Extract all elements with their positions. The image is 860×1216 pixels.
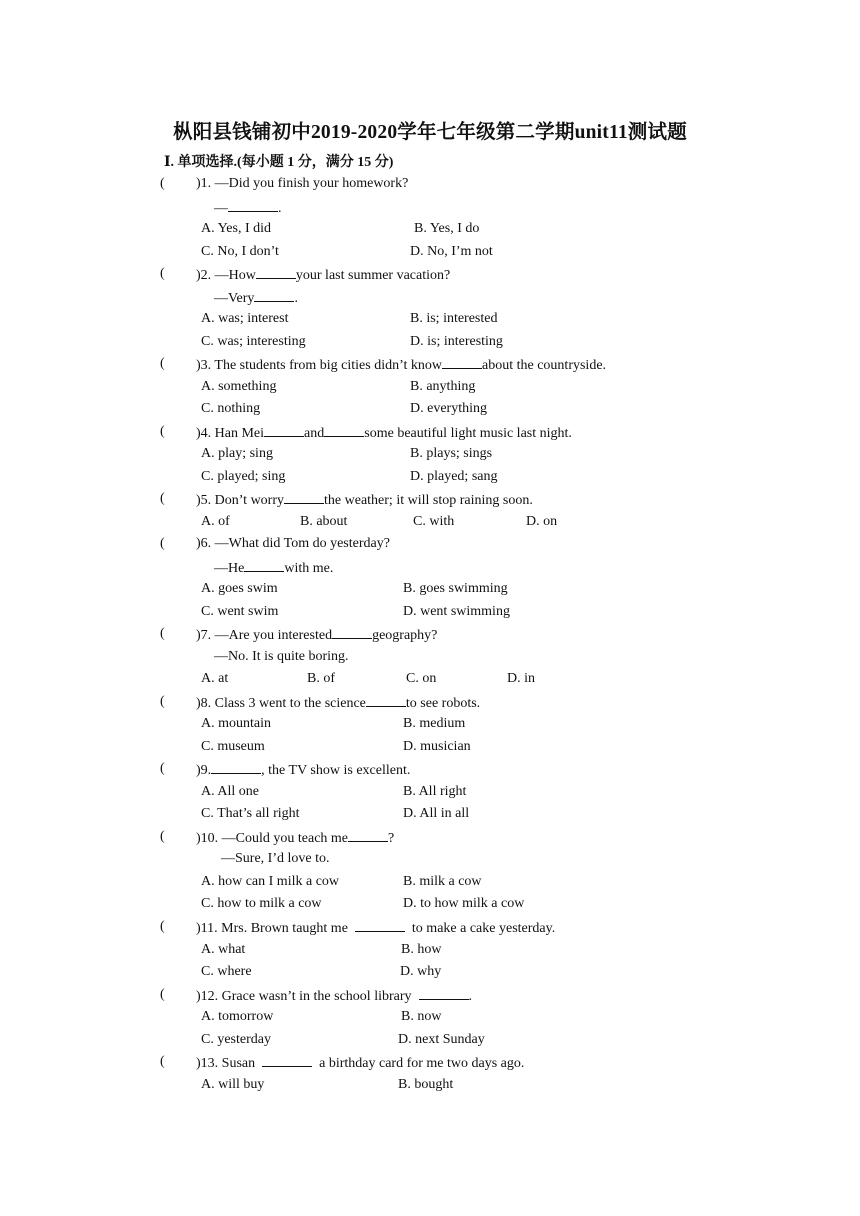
answer-blank (262, 1053, 312, 1067)
answer-blank (419, 986, 469, 1000)
answer-paren[interactable]: ( (160, 176, 165, 191)
answer-blank (244, 558, 284, 572)
option-a: A. will buy (201, 1077, 265, 1092)
option-c: C. went swim (201, 604, 279, 619)
question-4-stem: )4. Han Mei and some beautiful light music last night. (196, 423, 572, 443)
option-d: D. next Sunday (398, 1032, 485, 1047)
option-a: A. at (201, 671, 229, 686)
option-a: A. something (201, 379, 277, 394)
question-7-reply: —No. It is quite boring. (214, 649, 349, 664)
option-d: D. in (507, 671, 535, 686)
question-10-reply: —Sure, I’d love to. (221, 851, 330, 866)
option-d: D. on (526, 514, 558, 529)
option-a: A. how can I milk a cow (201, 874, 340, 889)
option-d: D. is; interesting (410, 334, 503, 349)
answer-blank (228, 198, 278, 212)
option-a: A. what (201, 942, 246, 957)
question-6-stem: )6. —What did Tom do yesterday? (196, 536, 390, 551)
question-2-reply: —Very . (214, 288, 298, 308)
option-d: D. why (400, 964, 442, 979)
question-13-stem: )13. Susan a birthday card for me two days ago. (196, 1053, 524, 1073)
answer-paren[interactable]: ( (160, 536, 165, 551)
answer-blank (264, 423, 304, 437)
question-1-reply: — . (214, 198, 282, 218)
option-a: A. play; sing (201, 446, 273, 461)
option-b: B. All right (403, 784, 467, 799)
answer-blank (348, 828, 388, 842)
page-title: 枞阳县钱铺初中2019-2020学年七年级第二学期unit11测试题 (173, 122, 687, 143)
option-d: D. No, I’m not (410, 244, 493, 259)
option-b: B. how (401, 942, 442, 957)
question-12-stem: )12. Grace wasn’t in the school library . (196, 986, 472, 1006)
option-d: D. went swimming (403, 604, 510, 619)
option-c: C. how to milk a cow (201, 896, 322, 911)
answer-blank (355, 918, 405, 932)
answer-paren[interactable]: ( (160, 626, 165, 641)
option-d: D. musician (403, 739, 471, 754)
option-c: C. played; sing (201, 469, 286, 484)
option-b: B. anything (410, 379, 476, 394)
option-c: C. was; interesting (201, 334, 306, 349)
option-c: C. museum (201, 739, 265, 754)
answer-paren[interactable]: ( (160, 761, 165, 776)
answer-blank (366, 693, 406, 707)
question-3-stem: )3. The students from big cities didn’t know about the countryside. (196, 355, 606, 375)
option-b: B. goes swimming (403, 581, 508, 596)
option-c: C. with (413, 514, 455, 529)
option-a: A. All one (201, 784, 259, 799)
answer-paren[interactable]: ( (160, 356, 165, 371)
answer-paren[interactable]: ( (160, 491, 165, 506)
question-10-stem: )10. —Could you teach me ? (196, 828, 394, 848)
question-5-stem: )5. Don’t worry the weather; it will stop raining soon. (196, 490, 533, 510)
option-c: C. That’s all right (201, 806, 300, 821)
option-a: A. mountain (201, 716, 271, 731)
answer-paren[interactable]: ( (160, 829, 165, 844)
option-a: A. was; interest (201, 311, 289, 326)
option-c: C. on (406, 671, 437, 686)
option-b: B. Yes, I do (414, 221, 480, 236)
option-a: A. of (201, 514, 230, 529)
option-c: C. yesterday (201, 1032, 271, 1047)
question-11-stem: )11. Mrs. Brown taught me to make a cake yesterday. (196, 918, 555, 938)
answer-blank (256, 265, 296, 279)
answer-paren[interactable]: ( (160, 266, 165, 281)
option-a: A. goes swim (201, 581, 278, 596)
option-b: B. is; interested (410, 311, 498, 326)
question-1-stem: )1. —Did you finish your homework? (196, 176, 409, 191)
answer-blank (442, 355, 482, 369)
section-heading: Ⅰ. 单项选择.(每小题 1 分，满分 15 分) (164, 155, 394, 170)
option-c: C. No, I don’t (201, 244, 279, 259)
question-2-stem: )2. —How your last summer vacation? (196, 265, 450, 285)
option-d: D. played; sang (410, 469, 498, 484)
option-b: B. about (300, 514, 348, 529)
option-b: B. milk a cow (403, 874, 482, 889)
question-6-reply: —He with me. (214, 558, 333, 578)
answer-blank (324, 423, 364, 437)
option-d: D. everything (410, 401, 487, 416)
answer-blank (284, 490, 324, 504)
answer-paren[interactable]: ( (160, 694, 165, 709)
option-b: B. of (307, 671, 335, 686)
option-b: B. bought (398, 1077, 454, 1092)
option-b: B. medium (403, 716, 466, 731)
answer-blank (254, 288, 294, 302)
option-c: C. where (201, 964, 252, 979)
answer-paren[interactable]: ( (160, 987, 165, 1002)
answer-paren[interactable]: ( (160, 919, 165, 934)
option-c: C. nothing (201, 401, 261, 416)
option-a: A. tomorrow (201, 1009, 274, 1024)
answer-blank (211, 760, 261, 774)
option-d: D. All in all (403, 806, 470, 821)
option-a: A. Yes, I did (201, 221, 272, 236)
option-d: D. to how milk a cow (403, 896, 525, 911)
answer-paren[interactable]: ( (160, 1054, 165, 1069)
option-b: B. now (401, 1009, 442, 1024)
answer-paren[interactable]: ( (160, 424, 165, 439)
question-8-stem: )8. Class 3 went to the science to see robots. (196, 693, 480, 713)
answer-blank (332, 625, 372, 639)
question-7-stem: )7. —Are you interested geography? (196, 625, 437, 645)
question-9-stem: )9. , the TV show is excellent. (196, 760, 410, 780)
option-b: B. plays; sings (410, 446, 493, 461)
